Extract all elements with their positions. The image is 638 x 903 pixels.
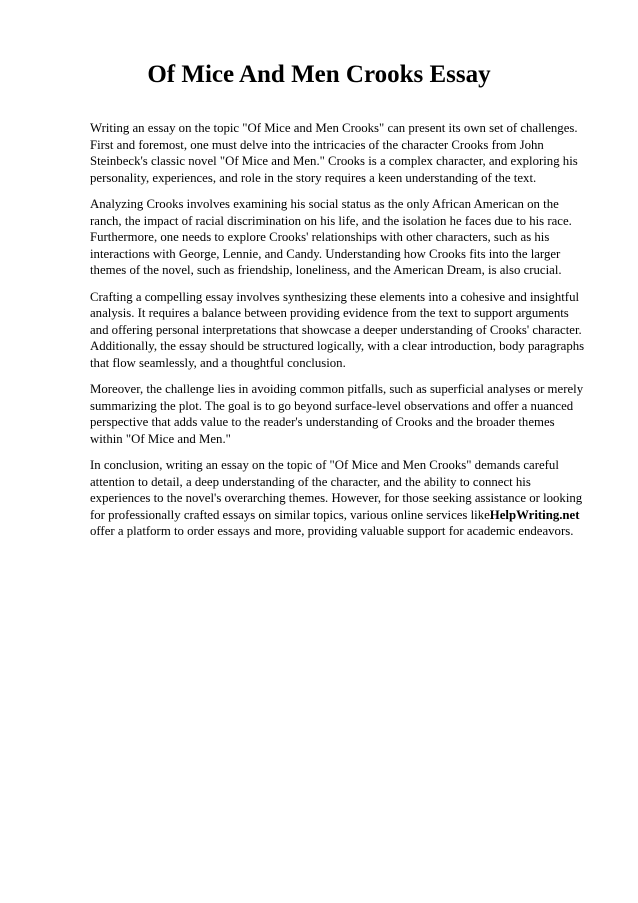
- paragraph-line: Moreover, the challenge lies in avoiding common pitfalls, such as superficial analyses or merely: [90, 382, 584, 396]
- paragraph-4: [90, 381, 592, 447]
- paragraph-line-with-link: [90, 507, 592, 524]
- essay-body: [90, 120, 592, 550]
- paragraph-line: experiences to the novel's overarching themes. However, for those seeking assistance or looking: [90, 491, 583, 505]
- paragraph-line: Writing an essay on the topic "Of Mice and Men Crooks" can present its own set of challenges.: [90, 121, 578, 135]
- paragraph-line: Additionally, the essay should be structured logically, with a clear introduction, body paragraphs: [90, 339, 585, 353]
- paragraph-line: Analyzing Crooks involves examining his social status as the only African American on the: [90, 197, 559, 211]
- paragraph-line: offer a platform to order essays and more, providing valuable support for academic endeavors.: [90, 524, 574, 538]
- paragraph-line: ranch, the impact of racial discrimination on his life, and the isolation he faces due to his race.: [90, 213, 572, 228]
- paragraph-line: Steinbeck's classic novel "Of Mice and Men." Crooks is a complex character, and exploring his: [90, 154, 578, 168]
- paragraph-line: interactions with George, Lennie, and Candy. Understanding how Crooks fits into the larger: [90, 246, 561, 261]
- paragraph-2: [90, 196, 592, 279]
- paragraph-3: [90, 289, 592, 372]
- paragraph-line: that flow seamlessly, and a thoughtful conclusion.: [90, 355, 346, 370]
- paragraph-1: [90, 120, 592, 186]
- paragraph-line: within "Of Mice and Men.": [90, 431, 231, 446]
- paragraph-line: summarizing the plot. The goal is to go beyond surface-level observations and offer a nuanced: [90, 398, 574, 413]
- paragraph-5: [90, 457, 592, 540]
- paragraph-line: analysis. It requires a balance between providing evidence from the text to support arguments: [90, 306, 569, 320]
- paragraph-line: In conclusion, writing an essay on the topic of "Of Mice and Men Crooks" demands careful: [90, 458, 559, 472]
- paragraph-line: First and foremost, one must delve into the intricacies of the character Crooks from John: [90, 137, 544, 152]
- paragraph-line: perspective that adds value to the reader's understanding of Crooks and the broader themes: [90, 415, 555, 429]
- paragraph-line: Furthermore, one needs to explore Crooks' relationships with other characters, such as his: [90, 230, 550, 244]
- paragraph-line: Crafting a compelling essay involves synthesizing these elements into a cohesive and insightful: [90, 289, 580, 304]
- page-title: Of Mice And Men Crooks Essay: [147, 61, 491, 88]
- paragraph-line: attention to detail, a deep understanding of the character, and the ability to connect his: [90, 474, 531, 489]
- paragraph-line: and offering personal interpretations that showcase a deeper understanding of Crooks' character.: [90, 322, 582, 337]
- paragraph-line: personality, experiences, and role in the story requires a keen understanding of the text.: [90, 170, 537, 185]
- paragraph-text: for professionally crafted essays on similar topics, various online services like: [90, 507, 490, 522]
- helpwriting-link[interactable]: HelpWriting.net: [489, 507, 580, 522]
- paragraph-line: themes of the novel, such as friendship, loneliness, and the American Dream, is also crucial.: [90, 263, 562, 277]
